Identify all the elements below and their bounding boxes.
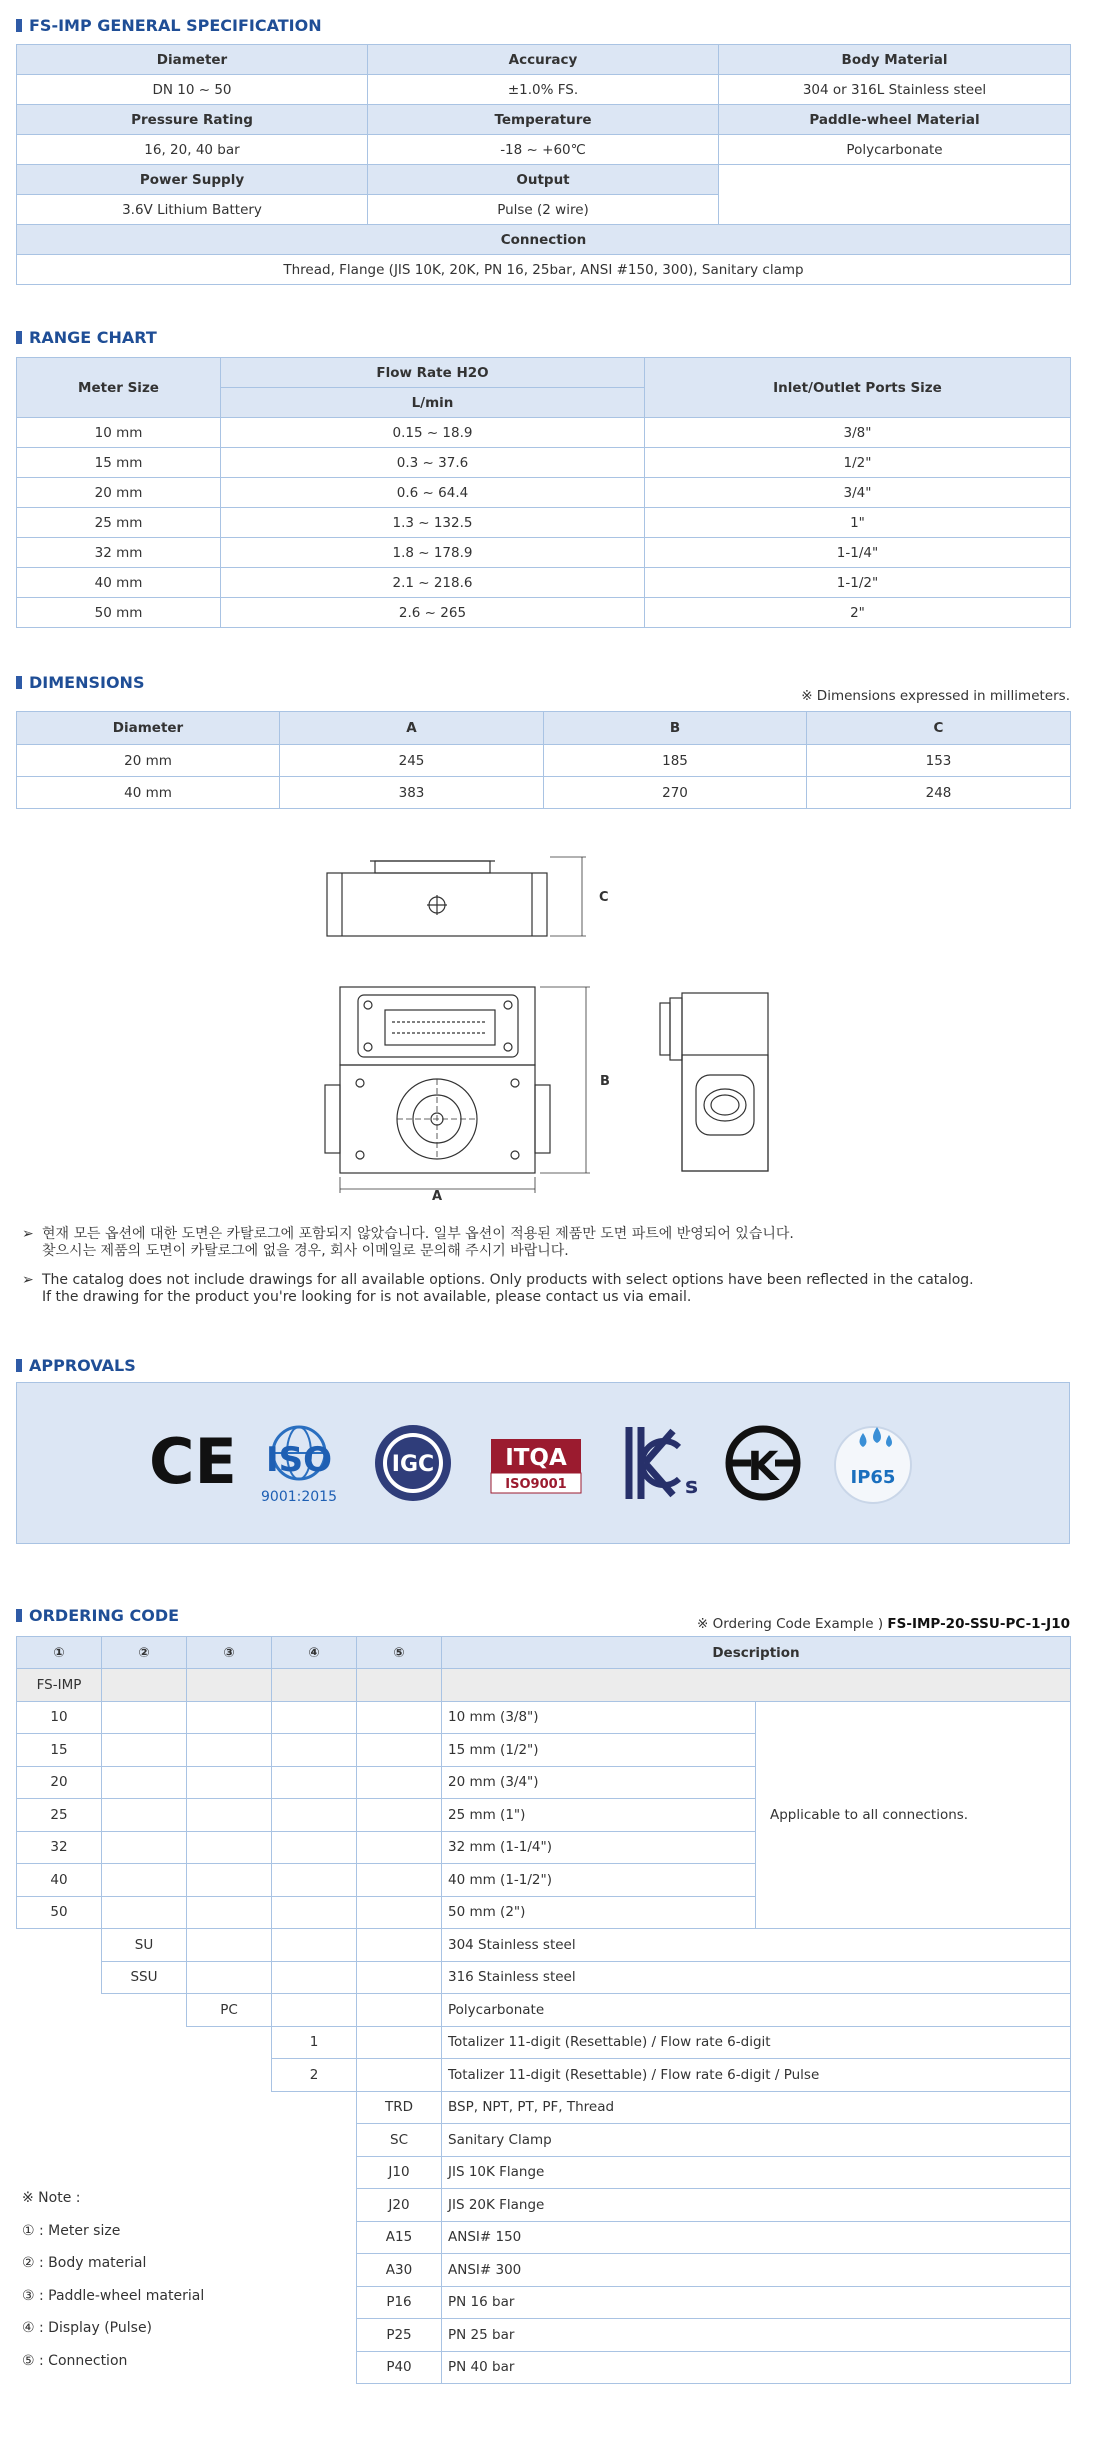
note-line: The catalog does not include drawings for all available options. Only products with select options have been reflected in the catalog.: [42, 1272, 974, 1288]
range-cell: 10 mm: [17, 418, 221, 448]
code-col-header: ⑤: [357, 1637, 442, 1669]
connection-desc: JIS 10K Flange: [442, 2156, 1071, 2189]
svg-text:ISO: ISO: [265, 1440, 333, 1480]
connection-code: SC: [357, 2124, 442, 2157]
note-line: If the drawing for the product you're looking for is not available, please contact us via email.: [42, 1289, 692, 1305]
legend-item: ① : Meter size: [22, 2222, 121, 2239]
range-cell: 1": [645, 508, 1071, 538]
size-desc: 50 mm (2"): [442, 1896, 756, 1929]
range-cell: 15 mm: [17, 448, 221, 478]
table-row: [17, 2059, 1071, 2092]
connection-code: J20: [357, 2189, 442, 2222]
empty-cell: [187, 1669, 272, 1702]
range-cell: 1/2": [645, 448, 1071, 478]
connection-code: J10: [357, 2156, 442, 2189]
svg-text:s: s: [685, 1474, 699, 1499]
table-row: [17, 777, 1071, 809]
ip65-logo: [835, 1427, 911, 1503]
dim-cell: 20 mm: [17, 745, 280, 777]
spec-value: 3.6V Lithium Battery: [17, 195, 368, 225]
code-col-header: ①: [17, 1637, 102, 1669]
meter-size-header: Meter Size: [17, 358, 221, 418]
display-desc: Totalizer 11-digit (Resettable) / Flow rate 6-digit: [442, 2026, 1071, 2059]
size-note: Applicable to all connections.: [756, 1701, 1071, 1929]
dimension-drawing: [300, 845, 800, 1200]
display-code: 1: [272, 2026, 357, 2059]
svg-text:CE: CE: [149, 1425, 237, 1498]
note-item: [22, 1226, 1072, 1260]
display-code: 2: [272, 2059, 357, 2092]
table-row: [17, 2026, 1071, 2059]
spec-value: -18 ~ +60℃: [368, 135, 719, 165]
flow-rate-header: Flow Rate H2O: [221, 358, 645, 388]
range-cell: 2.6 ~ 265: [221, 598, 645, 628]
connection-desc: ANSI# 300: [442, 2254, 1071, 2287]
k-mark-logo: [729, 1429, 797, 1497]
connection-desc: JIS 20K Flange: [442, 2189, 1071, 2222]
dim-header: Diameter: [17, 712, 280, 745]
dim-label-b: B: [600, 1074, 610, 1089]
range-cell: 0.6 ~ 64.4: [221, 478, 645, 508]
dim-cell: 185: [544, 745, 807, 777]
table-row: [17, 745, 1071, 777]
body-desc: 304 Stainless steel: [442, 1929, 1071, 1962]
connection-desc: ANSI# 150: [442, 2221, 1071, 2254]
body-code: SU: [102, 1929, 187, 1962]
table-row: [17, 538, 1071, 568]
note-item: [22, 1272, 1072, 1306]
spec-value: Polycarbonate: [719, 135, 1071, 165]
range-cell: 50 mm: [17, 598, 221, 628]
section-bullet-icon: [16, 1359, 22, 1372]
dimensions-table: [16, 711, 1071, 809]
range-cell: 3/8": [645, 418, 1071, 448]
paddle-desc: Polycarbonate: [442, 1994, 1071, 2027]
ordering-legend: [22, 2182, 204, 2377]
code-col-header: ②: [102, 1637, 187, 1669]
description-header: Description: [442, 1637, 1071, 1669]
size-desc: 15 mm (1/2"): [442, 1734, 756, 1767]
spec-header: Pressure Rating: [17, 105, 368, 135]
range-cell: 1.8 ~ 178.9: [221, 538, 645, 568]
empty-cell: [357, 1669, 442, 1702]
range-cell: 20 mm: [17, 478, 221, 508]
table-row: [17, 1701, 1071, 1734]
arrow-icon: ➢: [22, 1226, 34, 1242]
dim-cell: 383: [280, 777, 544, 809]
section-bullet-icon: [16, 19, 22, 32]
legend-item: ③ : Paddle-wheel material: [22, 2287, 205, 2304]
legend-item: ④ : Display (Pulse): [22, 2320, 153, 2336]
dim-cell: 248: [807, 777, 1071, 809]
igc-logo: [375, 1425, 451, 1501]
side-view-drawing: [660, 993, 768, 1171]
range-cell: 40 mm: [17, 568, 221, 598]
svg-text:9001:2015: 9001:2015: [261, 1489, 337, 1505]
spec-header: Accuracy: [368, 45, 719, 75]
svg-text:K: K: [747, 1444, 779, 1490]
table-row: [17, 448, 1071, 478]
svg-text:IP65: IP65: [850, 1467, 896, 1488]
section-bullet-icon: [16, 1609, 22, 1622]
spec-empty-cell: [719, 165, 1071, 225]
svg-text:ISO9001: ISO9001: [505, 1477, 567, 1492]
table-row: [17, 1929, 1071, 1962]
range-cell: 1-1/4": [645, 538, 1071, 568]
spec-value: 304 or 316L Stainless steel: [719, 75, 1071, 105]
code-col-header: ③: [187, 1637, 272, 1669]
table-row: [17, 1994, 1071, 2027]
dim-cell: 40 mm: [17, 777, 280, 809]
dim-header: A: [280, 712, 544, 745]
range-cell: 0.15 ~ 18.9: [221, 418, 645, 448]
legend-item: ② : Body material: [22, 2255, 147, 2271]
kcs-logo: [629, 1427, 698, 1499]
connection-desc: Sanitary Clamp: [442, 2124, 1071, 2157]
legend-title: ※ Note :: [22, 2190, 81, 2206]
note-line: 찾으시는 제품의 도면이 카탈로그에 없을 경우, 회사 이메일로 문의해 주시기 바랍니다.: [42, 1243, 569, 1259]
ordering-section-title: ORDERING CODE: [16, 1606, 179, 1625]
size-desc: 32 mm (1-1/4"): [442, 1831, 756, 1864]
section-bullet-icon: [16, 676, 22, 689]
dimensions-note: ※ Dimensions expressed in millimeters.: [801, 688, 1070, 704]
connection-code: A30: [357, 2254, 442, 2287]
dim-label-a: A: [432, 1189, 443, 1200]
svg-text:IGC: IGC: [391, 1452, 435, 1477]
size-code: 10: [17, 1701, 102, 1734]
drawing-notes: [22, 1226, 1072, 1318]
spec-header: Paddle-wheel Material: [719, 105, 1071, 135]
connection-code: TRD: [357, 2091, 442, 2124]
table-row: [17, 1961, 1071, 1994]
dim-cell: 245: [280, 745, 544, 777]
range-cell: 2.1 ~ 218.6: [221, 568, 645, 598]
paddle-code: PC: [187, 1994, 272, 2027]
spec-section-title: FS-IMP GENERAL SPECIFICATION: [16, 16, 322, 35]
empty-cell: [272, 1669, 357, 1702]
top-view-drawing: [327, 857, 586, 936]
size-code: 20: [17, 1766, 102, 1799]
size-code: 15: [17, 1734, 102, 1767]
range-cell: 0.3 ~ 37.6: [221, 448, 645, 478]
range-cell: 1-1/2": [645, 568, 1071, 598]
size-code: 25: [17, 1799, 102, 1832]
body-desc: 316 Stainless steel: [442, 1961, 1071, 1994]
ce-logo: [149, 1425, 237, 1498]
model-code: FS-IMP: [17, 1669, 102, 1702]
spec-header: Body Material: [719, 45, 1071, 75]
dim-cell: 270: [544, 777, 807, 809]
approval-logos: [17, 1383, 1071, 1545]
size-desc: 20 mm (3/4"): [442, 1766, 756, 1799]
empty-cell: [102, 1669, 187, 1702]
spec-header: Output: [368, 165, 719, 195]
approvals-section-title: APPROVALS: [16, 1356, 136, 1375]
table-row: [17, 598, 1071, 628]
range-table: [16, 357, 1071, 628]
spec-header: Power Supply: [17, 165, 368, 195]
table-row: [17, 418, 1071, 448]
connection-code: P40: [357, 2351, 442, 2384]
table-row: [17, 2091, 1071, 2124]
dimensions-section-title: DIMENSIONS: [16, 673, 144, 692]
note-line: 현재 모든 옵션에 대한 도면은 카탈로그에 포함되지 않았습니다. 일부 옵션이 적용된 제품만 도면 파트에 반영되어 있습니다.: [42, 1226, 794, 1242]
table-row: [17, 568, 1071, 598]
section-bullet-icon: [16, 331, 22, 344]
size-desc: 40 mm (1-1/2"): [442, 1864, 756, 1897]
range-cell: 32 mm: [17, 538, 221, 568]
svg-text:ITQA: ITQA: [505, 1445, 567, 1471]
dim-label-c: C: [599, 890, 609, 905]
connection-desc: BSP, NPT, PT, PF, Thread: [442, 2091, 1071, 2124]
table-row: [17, 2124, 1071, 2157]
approvals-panel: [16, 1382, 1070, 1544]
size-code: 50: [17, 1896, 102, 1929]
connection-desc: PN 16 bar: [442, 2286, 1071, 2319]
range-cell: 1.3 ~ 132.5: [221, 508, 645, 538]
size-desc: 25 mm (1"): [442, 1799, 756, 1832]
connection-desc: PN 25 bar: [442, 2319, 1071, 2352]
size-code: 32: [17, 1831, 102, 1864]
spec-header: Temperature: [368, 105, 719, 135]
arrow-icon: ➢: [22, 1272, 34, 1288]
dim-header: B: [544, 712, 807, 745]
spec-header: Diameter: [17, 45, 368, 75]
spec-value: ±1.0% FS.: [368, 75, 719, 105]
size-desc: 10 mm (3/8"): [442, 1701, 756, 1734]
spec-value: DN 10 ~ 50: [17, 75, 368, 105]
spec-value: 16, 20, 40 bar: [17, 135, 368, 165]
front-view-drawing: [325, 987, 590, 1193]
table-row: [17, 508, 1071, 538]
spec-table: [16, 44, 1071, 285]
dim-header: C: [807, 712, 1071, 745]
display-desc: Totalizer 11-digit (Resettable) / Flow rate 6-digit / Pulse: [442, 2059, 1071, 2092]
connection-value: Thread, Flange (JIS 10K, 20K, PN 16, 25bar, ANSI #150, 300), Sanitary clamp: [17, 255, 1071, 285]
code-col-header: ④: [272, 1637, 357, 1669]
connection-code: P25: [357, 2319, 442, 2352]
empty-cell: [442, 1669, 1071, 1702]
range-section-title: RANGE CHART: [16, 328, 157, 347]
ordering-example: ※ Ordering Code Example ) FS-IMP-20-SSU-PC-1-J10: [696, 1616, 1070, 1632]
iso-logo: [261, 1427, 337, 1505]
table-row: [17, 478, 1071, 508]
connection-code: P16: [357, 2286, 442, 2319]
connection-desc: PN 40 bar: [442, 2351, 1071, 2384]
dim-cell: 153: [807, 745, 1071, 777]
size-code: 40: [17, 1864, 102, 1897]
range-cell: 25 mm: [17, 508, 221, 538]
range-cell: 2": [645, 598, 1071, 628]
flow-unit-header: L/min: [221, 388, 645, 418]
ports-header: Inlet/Outlet Ports Size: [645, 358, 1071, 418]
body-code: SSU: [102, 1961, 187, 1994]
connection-header: Connection: [17, 225, 1071, 255]
range-cell: 3/4": [645, 478, 1071, 508]
spec-value: Pulse (2 wire): [368, 195, 719, 225]
connection-code: A15: [357, 2221, 442, 2254]
legend-item: ⑤ : Connection: [22, 2352, 128, 2369]
itqa-logo: [491, 1439, 581, 1493]
